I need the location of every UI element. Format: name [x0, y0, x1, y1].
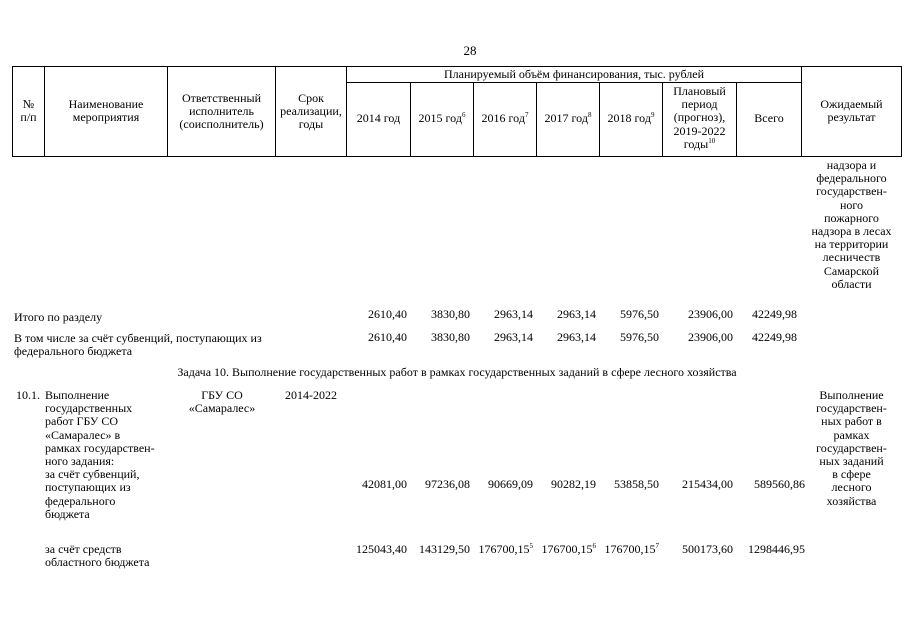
header-year-2015: 2015 год$^6$ — [418, 111, 466, 125]
row-label: за счёт средств областного бюджета — [45, 542, 150, 570]
header-year-2016: 2016 год$^7$ — [481, 111, 529, 125]
header-year-2018: 2018 год$^9$ — [607, 111, 655, 125]
header-planned-period: Плановый период (прогноз), 2019-2022 годы$^{10}$ — [673, 84, 726, 151]
header-expected-result: Ожидаемый результат — [820, 97, 883, 125]
row-label: Итого по разделу — [14, 310, 103, 324]
header-term: Срок реализации, годы — [280, 91, 342, 132]
item-executor: ГБУ СО «Самаралес» — [188, 388, 256, 416]
item-expected-result: Выполнение государствен- ных работ в рамках государствен- ных заданий в сфере лесного хозяйства — [816, 388, 887, 508]
header-name: Наименование мероприятия — [68, 97, 144, 125]
row-label: В том числе за счёт субвенций, поступающих из федерального бюджета — [14, 331, 262, 359]
header-planned-financing: Планируемый объём финансирования, тыс. рублей — [443, 67, 704, 81]
task-heading: Задача 10. Выполнение государственных работ в рамках государственных заданий в сфере лесного хозяйства — [177, 365, 737, 379]
header-year-2017: 2017 год$^8$ — [544, 111, 592, 125]
continued-expected-result: надзора и федерального государствен- ного пожарного надзора в лесах на территории лесничеств Самарской области — [811, 158, 892, 291]
item-number: 10.1. — [16, 388, 40, 402]
item-name: Выполнение государственных работ ГБУ СО «Самаралес» в рамках государствен- ного задания: за счёт субвенций, поступающих из федерального бюджета — [45, 388, 155, 521]
header-total: Всего — [754, 111, 784, 125]
item-term: 2014-2022 — [285, 388, 337, 402]
header-executor: Ответственный исполнитель (соисполнитель) — [179, 91, 264, 132]
header-num: № п/п — [20, 97, 37, 125]
header-year-2014: 2014 год — [356, 111, 401, 125]
page-number: 28 — [463, 43, 477, 58]
